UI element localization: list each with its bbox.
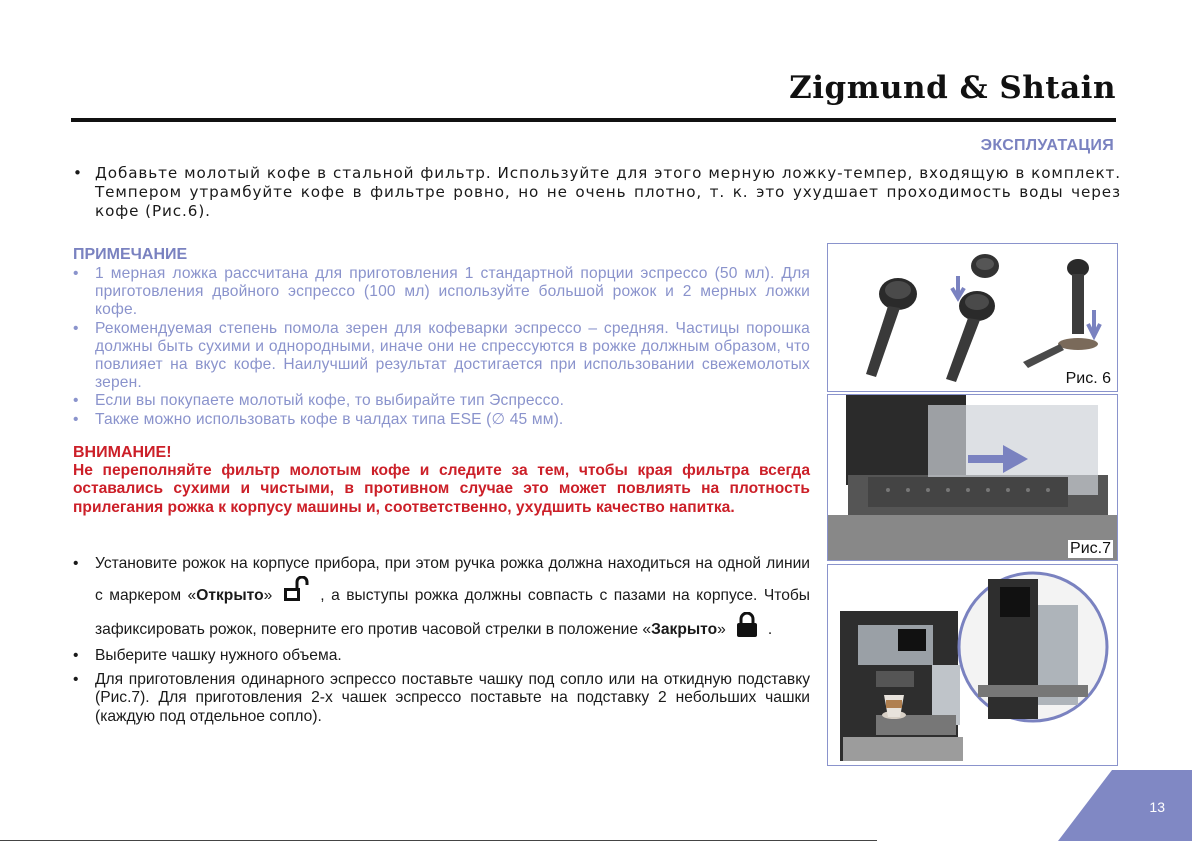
open-marker-label: Открыто [196,587,264,604]
page-number: 13 [1149,799,1165,815]
closed-marker-label: Закрыто [651,621,718,638]
step-install-text-1: Установите рожок на корпусе прибора, при этом ручка рожка должна находиться на одной линии с маркером « [95,555,810,604]
brand-logo: Zigmund & Shtain [789,70,1116,106]
note-item: • Если вы покупаете молотый кофе, то выбирайте тип Эспрессо. [73,392,810,410]
figure-6-label: Рис. 6 [1065,370,1111,387]
intro-item: • Добавьте молотый кофе в стальной фильтр. Используйте для этого мерную ложку-темпер, входящую в комплект. Темпером утрамбуйте кофе в фильтре ровно, но не очень плотно, т. к. это ухудшает проходимость воды через кофе (Рис.6). [73,164,1121,221]
note-block [73,246,810,429]
espresso-machine-illustration [828,565,1117,765]
unlock-icon [282,576,310,612]
note-item: • 1 мерная ложка рассчитана для приготовления 1 стандартной порции эспрессо (50 мл). Для приготовления двойного эспрессо (100 мл) используйте большой рожок и 2 мерных ложки кофе. [73,265,810,320]
note-item: • Также можно использовать кофе в чалдах типа ESE (∅ 45 мм). [73,411,810,429]
step-install-text-4: » [717,621,726,638]
step-single: • Для приготовления одинарного эспрессо поставьте чашку под сопло или на откидную подставку (Рис.7). Для приготовления 2-х чашек эспрессо поставьте на подставку 2 небольших чашки (каждую под отдельное сопло). [73,671,810,726]
warning-block [73,444,810,517]
note-item: • Рекомендуемая степень помола зерен для кофеварки эспрессо – средняя. Частицы порошка должны быть сухими и однородными, иначе они не спрессуются в рожке должным образом, что повлияет на вкус кофе. Наилучший результат достигается при использовании свежемолотых зерен. [73,320,810,393]
note-title: ПРИМЕЧАНИЕ [73,246,188,263]
section-title: ЭКСПЛУАТАЦИЯ [980,137,1114,154]
machine-drip-tray-illustration [828,395,1117,560]
figure-6 [827,243,1118,392]
step-install-text-2: » [263,587,273,604]
lock-icon [736,612,758,646]
step-install [73,552,810,646]
header-divider [71,118,1116,122]
step-cup: • Выберите чашку нужного объема. [73,646,810,665]
steps-list [73,552,810,726]
warning-text: Не переполняйте фильтр молотым кофе и следите за тем, чтобы края фильтра всегда оставались сухими и чистыми, в противном случае это может повлиять на плотность прилегания рожка к корпусу машины и, соответственно, ухудшить качество напитка. [73,462,810,516]
page-corner-shape [1058,770,1192,841]
intro-list [73,164,1121,221]
figure-7-label: Рис.7 [1070,540,1111,557]
figure-machine-cup [827,564,1118,766]
portafilter-illustration [828,244,1117,391]
step-install-text-3: , а выступы рожка должны совпасть с пазами на корпусе. Чтобы зафиксировать рожок, поверните его против часовой стрелки в положение « [95,587,811,638]
figure-7 [827,394,1118,561]
note-list [73,265,810,429]
step-install-text-5: . [767,621,773,638]
warning-title: ВНИМАНИЕ! [73,444,172,461]
